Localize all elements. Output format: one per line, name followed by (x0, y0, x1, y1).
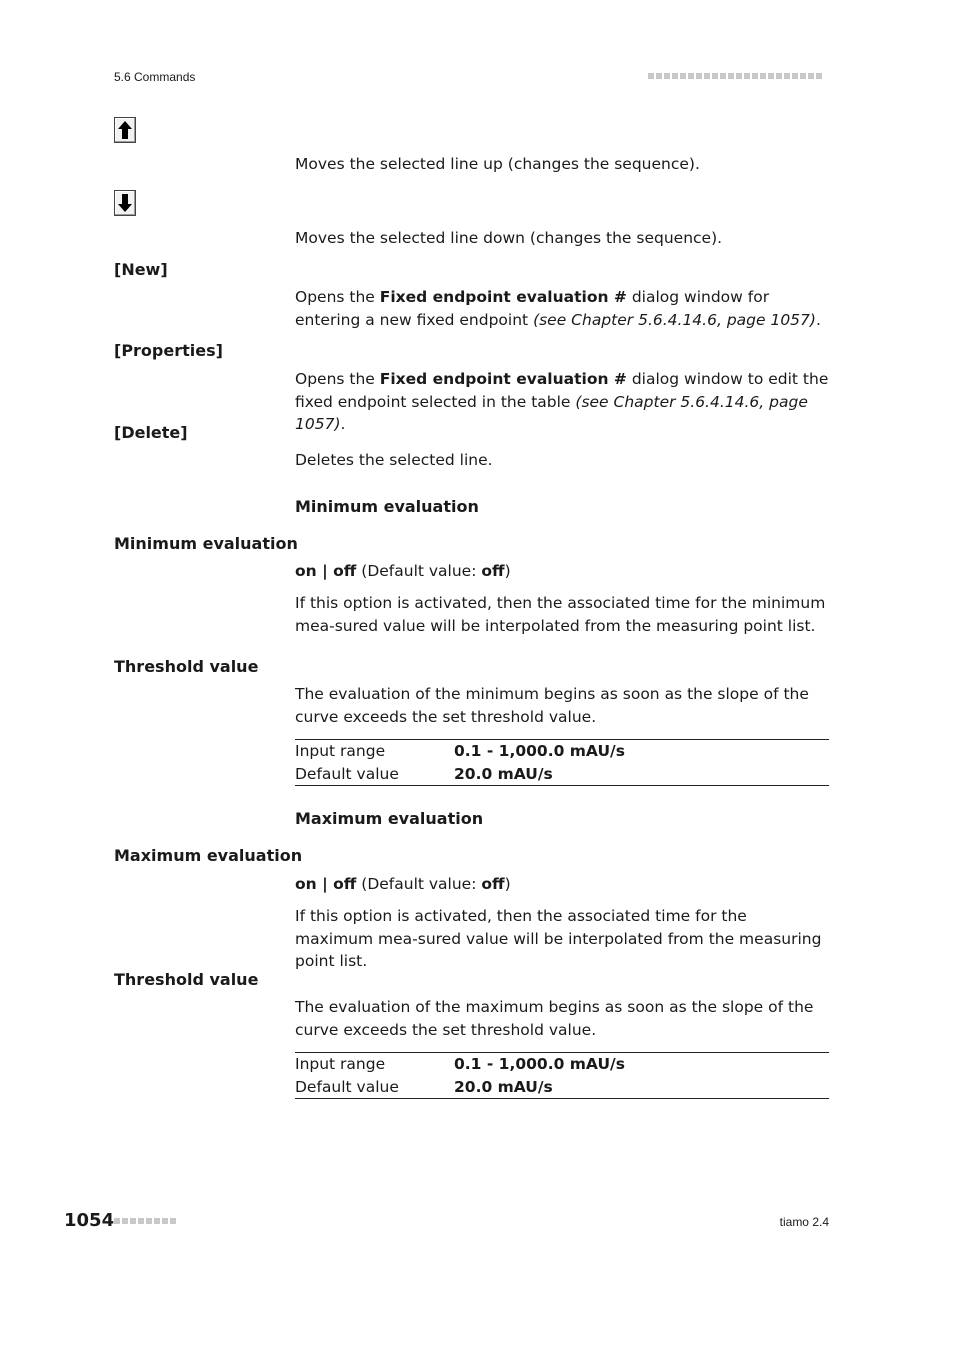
table-row (295, 1053, 829, 1076)
move-down-description: Moves the selected line down (changes the sequence). (295, 229, 723, 247)
move-down-button[interactable] (114, 190, 136, 216)
chapter-reference[interactable]: (see Chapter 5.6.4.14.6, page 1057) (295, 392, 808, 433)
default-value-value: 20.0 mAU/s (454, 1077, 553, 1096)
properties-label: [Properties] (114, 341, 223, 360)
arrow-down-icon (118, 194, 132, 212)
minimum-evaluation-options: on | off (Default value: off) (295, 562, 511, 580)
chapter-reference[interactable]: (see Chapter 5.6.4.14.6, page 1057) (533, 310, 816, 329)
default-value-label: Default value (295, 1077, 399, 1096)
table-row (295, 763, 829, 786)
footer-dots (114, 1218, 176, 1224)
minimum-evaluation-heading: Minimum evaluation (295, 497, 479, 516)
delete-label: [Delete] (114, 423, 188, 442)
new-label: [New] (114, 260, 168, 279)
minimum-threshold-table (295, 739, 829, 786)
minimum-threshold-label: Threshold value (114, 657, 259, 676)
input-range-label: Input range (295, 1055, 386, 1073)
maximum-evaluation-options: on | off (Default value: off) (295, 875, 511, 893)
input-range-value: 0.1 - 1,000.0 mAU/s (454, 1055, 625, 1073)
table-row (295, 740, 829, 763)
default-value-value: 20.0 mAU/s (454, 764, 553, 783)
minimum-threshold-description: The evaluation of the minimum begins as soon as the slope of the curve exceeds the set threshold value. (295, 685, 809, 726)
arrow-up-icon (118, 121, 132, 139)
minimum-evaluation-description: If this option is activated, then the associated time for the minimum mea-sured value will be interpolated from the measuring point list. (295, 594, 826, 635)
default-value-label: Default value (295, 764, 399, 783)
header-dots (648, 73, 822, 79)
properties-description: Opens the Fixed endpoint evaluation # dialog window to edit the fixed endpoint selected in the table (see Chapter 5.6.4.14.6, page 1057). (295, 370, 829, 433)
maximum-threshold-label: Threshold value (114, 970, 259, 989)
input-range-label: Input range (295, 742, 386, 760)
maximum-evaluation-heading: Maximum evaluation (295, 809, 484, 828)
minimum-evaluation-label: Minimum evaluation (114, 534, 298, 553)
table-row (295, 1076, 829, 1099)
move-up-description: Moves the selected line up (changes the sequence). (295, 155, 700, 173)
maximum-threshold-description: The evaluation of the maximum begins as soon as the slope of the curve exceeds the set threshold value. (295, 998, 814, 1039)
section-title: 5.6 Commands (114, 70, 196, 84)
maximum-threshold-table (295, 1052, 829, 1099)
maximum-evaluation-label: Maximum evaluation (114, 846, 303, 865)
move-up-button[interactable] (114, 117, 136, 143)
product-name: tiamo 2.4 (779, 1215, 829, 1229)
maximum-evaluation-description: If this option is activated, then the associated time for the maximum mea-sured value will be interpolated from the measuring point list. (295, 907, 822, 970)
delete-description: Deletes the selected line. (295, 451, 493, 469)
input-range-value: 0.1 - 1,000.0 mAU/s (454, 742, 625, 760)
new-description: Opens the Fixed endpoint evaluation # dialog window for entering a new fixed endpoint (see Chapter 5.6.4.14.6, page 1057). (295, 288, 821, 329)
page-number: 1054 (64, 1210, 115, 1231)
